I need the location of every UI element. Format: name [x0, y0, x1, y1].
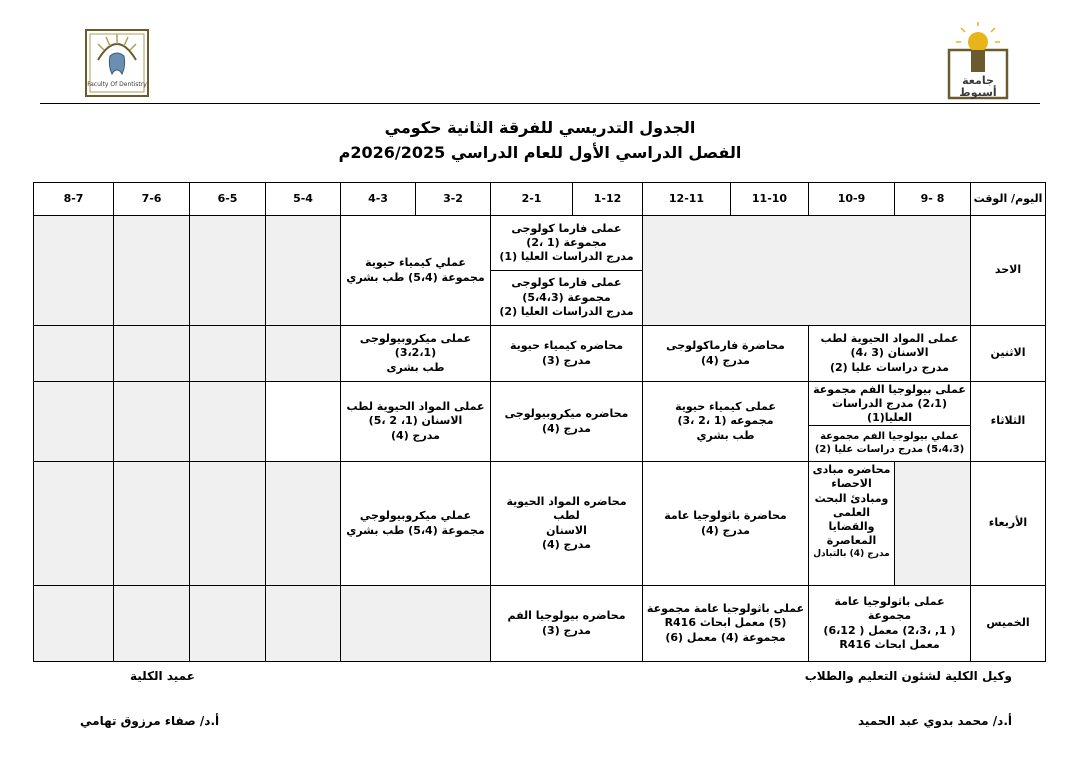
day-label: الاثنين [971, 326, 1046, 382]
empty-slot [34, 382, 114, 462]
class-line: عملي ميكروبيولوجي [359, 509, 472, 523]
class-line: عملى المواد الحيوية لطب [820, 332, 959, 346]
microbiology-lecture-cell [491, 382, 643, 462]
empty-slot [34, 326, 114, 382]
svg-text:جامعة: جامعة [962, 74, 994, 87]
class-line: المعاصرة [826, 534, 877, 548]
pharmacology-practical-cell [491, 216, 643, 326]
class-line: (2،1) مدرج الدراسات العليا(1) [831, 396, 947, 425]
class-line: (3،2،1) [394, 346, 437, 360]
empty-slot [34, 216, 114, 326]
day-label: الاحد [971, 216, 1046, 326]
class-line: عملى فارما كولوجى [511, 276, 622, 290]
header-cell: 6-5 [190, 183, 266, 216]
class-line: محاضره كيمياء حيوية [509, 339, 624, 353]
class-line: مجموعة (5،4) طب بشري [346, 523, 485, 537]
header-cell: 3-2 [416, 183, 491, 216]
pathology-practical-cell [643, 586, 809, 662]
day-label: الأربعاء [971, 462, 1046, 586]
class-line: الاسنان [546, 523, 587, 537]
class-line: ومبادئ البحث [814, 491, 889, 505]
class-line: ( 1, ،2،3) معمل ( 6،12) [823, 623, 956, 637]
empty-slot [114, 586, 190, 662]
header-divider [40, 103, 1040, 104]
empty-slot [895, 462, 971, 586]
class-line: محاضره المواد الحيوية لطب [506, 494, 627, 523]
empty-slot [266, 462, 341, 586]
class-line: مجموعة (4) معمل (6) [665, 630, 786, 644]
header-row [34, 183, 1046, 216]
class-line: عملى كيمياء حيوية [675, 400, 776, 414]
empty-slot [114, 462, 190, 586]
empty-slot [266, 382, 341, 462]
class-line: الاسنان (3 ،4) [850, 346, 929, 360]
class-line: عملي بيولوجيا الفم مجموعة [820, 431, 959, 443]
header-cell: اليوم/ الوقت [971, 183, 1046, 216]
oral-biology-practical-cell [809, 382, 971, 462]
row-sunday [34, 216, 1046, 326]
empty-slot [190, 326, 266, 382]
class-line: مجموعة (5،4،3) [522, 290, 611, 304]
class-line: مدرج دراسات عليا (2) [829, 360, 949, 374]
biochemistry-practical-cell [643, 382, 809, 462]
vice-dean-name: أ.د/ محمد بدوي عبد الحميد [857, 714, 1012, 728]
dean-title: عميد الكلية [130, 669, 195, 683]
header-cell: 12-11 [643, 183, 731, 216]
class-line: مدرج (4) [542, 421, 591, 435]
header-cell: 4-3 [341, 183, 416, 216]
row-tuesday [34, 382, 1046, 462]
statistics-lecture-cell [809, 462, 895, 586]
row-monday [34, 326, 1046, 382]
empty-slot [34, 462, 114, 586]
pharmacology-lecture-cell [643, 326, 809, 382]
dean-name: أ.د/ صفاء مرزوق تهامي [80, 714, 220, 728]
day-label: الثلاثاء [971, 382, 1046, 462]
header-cell: 11-10 [731, 183, 809, 216]
header-cell: 8-7 [34, 183, 114, 216]
empty-slot [266, 216, 341, 326]
class-line: مدرج (4) [391, 428, 440, 442]
class-line: طب بشرى [386, 360, 445, 374]
header-cell: 8 -9 [895, 183, 971, 216]
schedule-title: الجدول التدريسي للفرقة الثانية حكومي [384, 118, 696, 137]
empty-slot [266, 326, 341, 382]
class-line: مدرج (4) [701, 523, 750, 537]
class-line: مدرج (3) [542, 623, 591, 637]
microbiology-practical-cell [341, 462, 491, 586]
class-line: عملى باثولوجيا عامة مجموعة [834, 594, 945, 623]
empty-slot [341, 586, 491, 662]
empty-slot [114, 216, 190, 326]
schedule-table [33, 182, 1046, 662]
empty-slot [266, 586, 341, 662]
header-cell: 5-4 [266, 183, 341, 216]
class-line: (5،4،3) مدرج دراسات عليا (2) [814, 444, 965, 456]
class-line: محاضره مبادى [812, 463, 891, 476]
svg-text:أسيوط: أسيوط [959, 86, 997, 99]
class-line: العلمى [832, 505, 871, 519]
svg-text:Faculty Of Dentistry: Faculty Of Dentistry [87, 81, 147, 88]
biochemistry-lecture-cell [491, 326, 643, 382]
day-label: الخميس [971, 586, 1046, 662]
row-wednesday [34, 462, 1046, 586]
header-cell: 10-9 [809, 183, 895, 216]
class-line: عملى باثولوجيا عامة مجموعة [646, 602, 805, 616]
class-note: مدرج (4) بالتبادل [813, 548, 890, 559]
empty-slot [114, 382, 190, 462]
class-line: عملى فارما كولوجى [511, 221, 622, 235]
class-line: مجموعه (1 ،2 ،3) [677, 414, 774, 428]
class-line: عملى المواد الحيوية لطب [346, 400, 485, 414]
pathology-lecture-cell [643, 462, 809, 586]
dental-materials-practical-cell [341, 382, 491, 462]
class-line: محاضره ميكروبيولوجى [504, 407, 629, 421]
empty-slot [114, 326, 190, 382]
empty-slot [190, 216, 266, 326]
header-cell: 1-12 [573, 183, 643, 216]
class-line: مدرج الدراسات العليا (1) [499, 250, 634, 264]
class-line: معمل ابحاث R416 [839, 637, 940, 651]
empty-slot [190, 586, 266, 662]
class-line: الاحصاء [831, 477, 872, 491]
class-line: عملى ميكروبيولوجى [359, 332, 472, 346]
class-line: مدرج (4) [542, 537, 591, 551]
dental-materials-lecture-cell [491, 462, 643, 586]
row-thursday [34, 586, 1046, 662]
pathology-practical-cell [809, 586, 971, 662]
class-line: طب بشري [696, 428, 755, 442]
class-line: مدرج (3) [542, 353, 591, 367]
class-line: عملى بيولوجيا الفم مجموعة [813, 382, 966, 396]
empty-slot [190, 462, 266, 586]
header-cell: 7-6 [114, 183, 190, 216]
dental-materials-practical-cell [809, 326, 971, 382]
class-line: مدرج (4) [701, 353, 750, 367]
class-line: محاضره بيولوجيا الفم [507, 609, 626, 623]
assiut-university-logo [943, 20, 1013, 102]
microbiology-practical-cell [341, 326, 491, 382]
empty-slot [34, 586, 114, 662]
faculty-of-dentistry-logo [82, 20, 152, 102]
class-line: الاسنان (1، 2 ،5) [368, 414, 463, 428]
header-cell: 2-1 [491, 183, 573, 216]
class-line: محاضرة باثولوجيا عامة [664, 509, 787, 523]
biochemistry-practical-cell: عملي كيمياء حيوية مجموعة (5،4) طب بشري [341, 216, 491, 326]
class-line: والقضايا [828, 520, 875, 534]
class-line: (5) معمل ابحاث R416 [664, 616, 787, 630]
empty-slot [190, 382, 266, 462]
class-line: مجموعة (1 ،2) [526, 236, 607, 250]
semester-subtitle: الفصل الدراسي الأول للعام الدراسي 2026/2025م [338, 143, 742, 162]
vice-dean-title: وكيل الكلية لشئون التعليم والطلاب [804, 669, 1012, 683]
oral-biology-lecture-cell [491, 586, 643, 662]
class-line: محاضرة فارماكولوجى [666, 339, 785, 353]
empty-slot [643, 216, 971, 326]
class-line: مدرج الدراسات العليا (2) [499, 304, 634, 318]
